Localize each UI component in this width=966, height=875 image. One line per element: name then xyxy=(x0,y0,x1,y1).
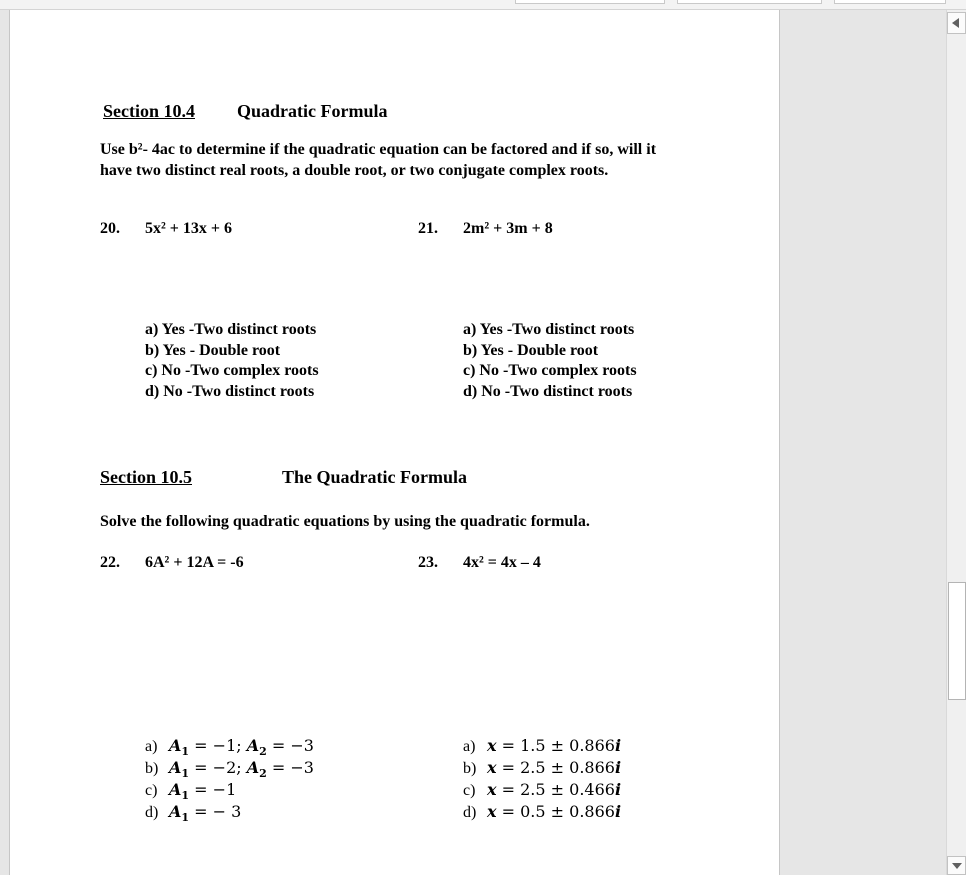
option-b: b) Yes - Double root xyxy=(145,341,281,359)
scroll-thumb[interactable] xyxy=(948,582,966,700)
problem-20-number: 20. xyxy=(100,220,120,237)
problem-22-options xyxy=(145,735,314,823)
section-10-5-number: Section 10.5 xyxy=(100,467,192,487)
option-c: c) x = 2.5 ± 0.466i xyxy=(463,780,622,799)
problem-20-expression: 5x² + 13x + 6 xyxy=(145,220,233,237)
option-a: a) Yes -Two distinct roots xyxy=(145,321,317,338)
option-a: a) $A_1 = -1$; $A_2 = -3$ xyxy=(145,736,314,759)
option-d: d) x = 0.5 ± 0.866i xyxy=(463,802,622,821)
option-c: c) No -Two complex roots xyxy=(145,362,319,379)
option-b: b) x = 2.5 ± 0.866i xyxy=(463,758,622,777)
ribbon-box xyxy=(677,0,822,4)
problem-21-expression: 2m² + 3m + 8 xyxy=(463,220,553,237)
problem-21-number: 21. xyxy=(418,220,438,237)
option-d: d) No -Two distinct roots xyxy=(463,382,633,400)
problem-23-number: 23. xyxy=(418,554,438,571)
option-a: a) Yes -Two distinct roots xyxy=(463,321,635,338)
left-margin xyxy=(0,10,9,875)
option-b: b) $A_1 = -2$; $A_2 = -3$ xyxy=(145,758,314,781)
ribbon-strip xyxy=(0,0,966,10)
ribbon-box xyxy=(834,0,946,4)
option-c: c) No -Two complex roots xyxy=(463,362,637,379)
problem-22-expression: 6A² + 12A = -6 xyxy=(145,554,244,571)
document-page xyxy=(9,10,780,875)
section-10-4-title: Quadratic Formula xyxy=(237,101,388,121)
problem-21-options xyxy=(463,320,637,402)
section-10-4-instructions: Use b²- 4ac to determine if the quadratic equation can be factored and if so, will it have two distinct real roots, a double root, or two conjugate complex roots. xyxy=(100,141,657,179)
option-b: b) Yes - Double root xyxy=(463,341,599,359)
option-c: c) $A_1 = -1$ xyxy=(145,780,237,803)
vertical-scrollbar[interactable] xyxy=(946,10,966,875)
scroll-down-arrow-icon[interactable] xyxy=(947,856,966,875)
problem-22-number: 22. xyxy=(100,554,120,571)
section-10-5-title: The Quadratic Formula xyxy=(282,467,467,487)
section-10-4-number: Section 10.4 xyxy=(103,101,195,121)
problem-23-options xyxy=(463,735,621,823)
option-a: a) x = 1.5 ± 0.866i xyxy=(463,736,622,755)
problem-20-options xyxy=(145,320,319,402)
ribbon-box xyxy=(515,0,665,4)
section-10-5-instructions: Solve the following quadratic equations by using the quadratic formula. xyxy=(100,513,590,530)
option-d: d) $A_1$ = − 3 xyxy=(145,802,242,825)
problem-23-expression: 4x² = 4x – 4 xyxy=(463,554,541,571)
scroll-up-arrow-icon[interactable] xyxy=(947,12,966,34)
option-d: d) No -Two distinct roots xyxy=(145,382,315,400)
